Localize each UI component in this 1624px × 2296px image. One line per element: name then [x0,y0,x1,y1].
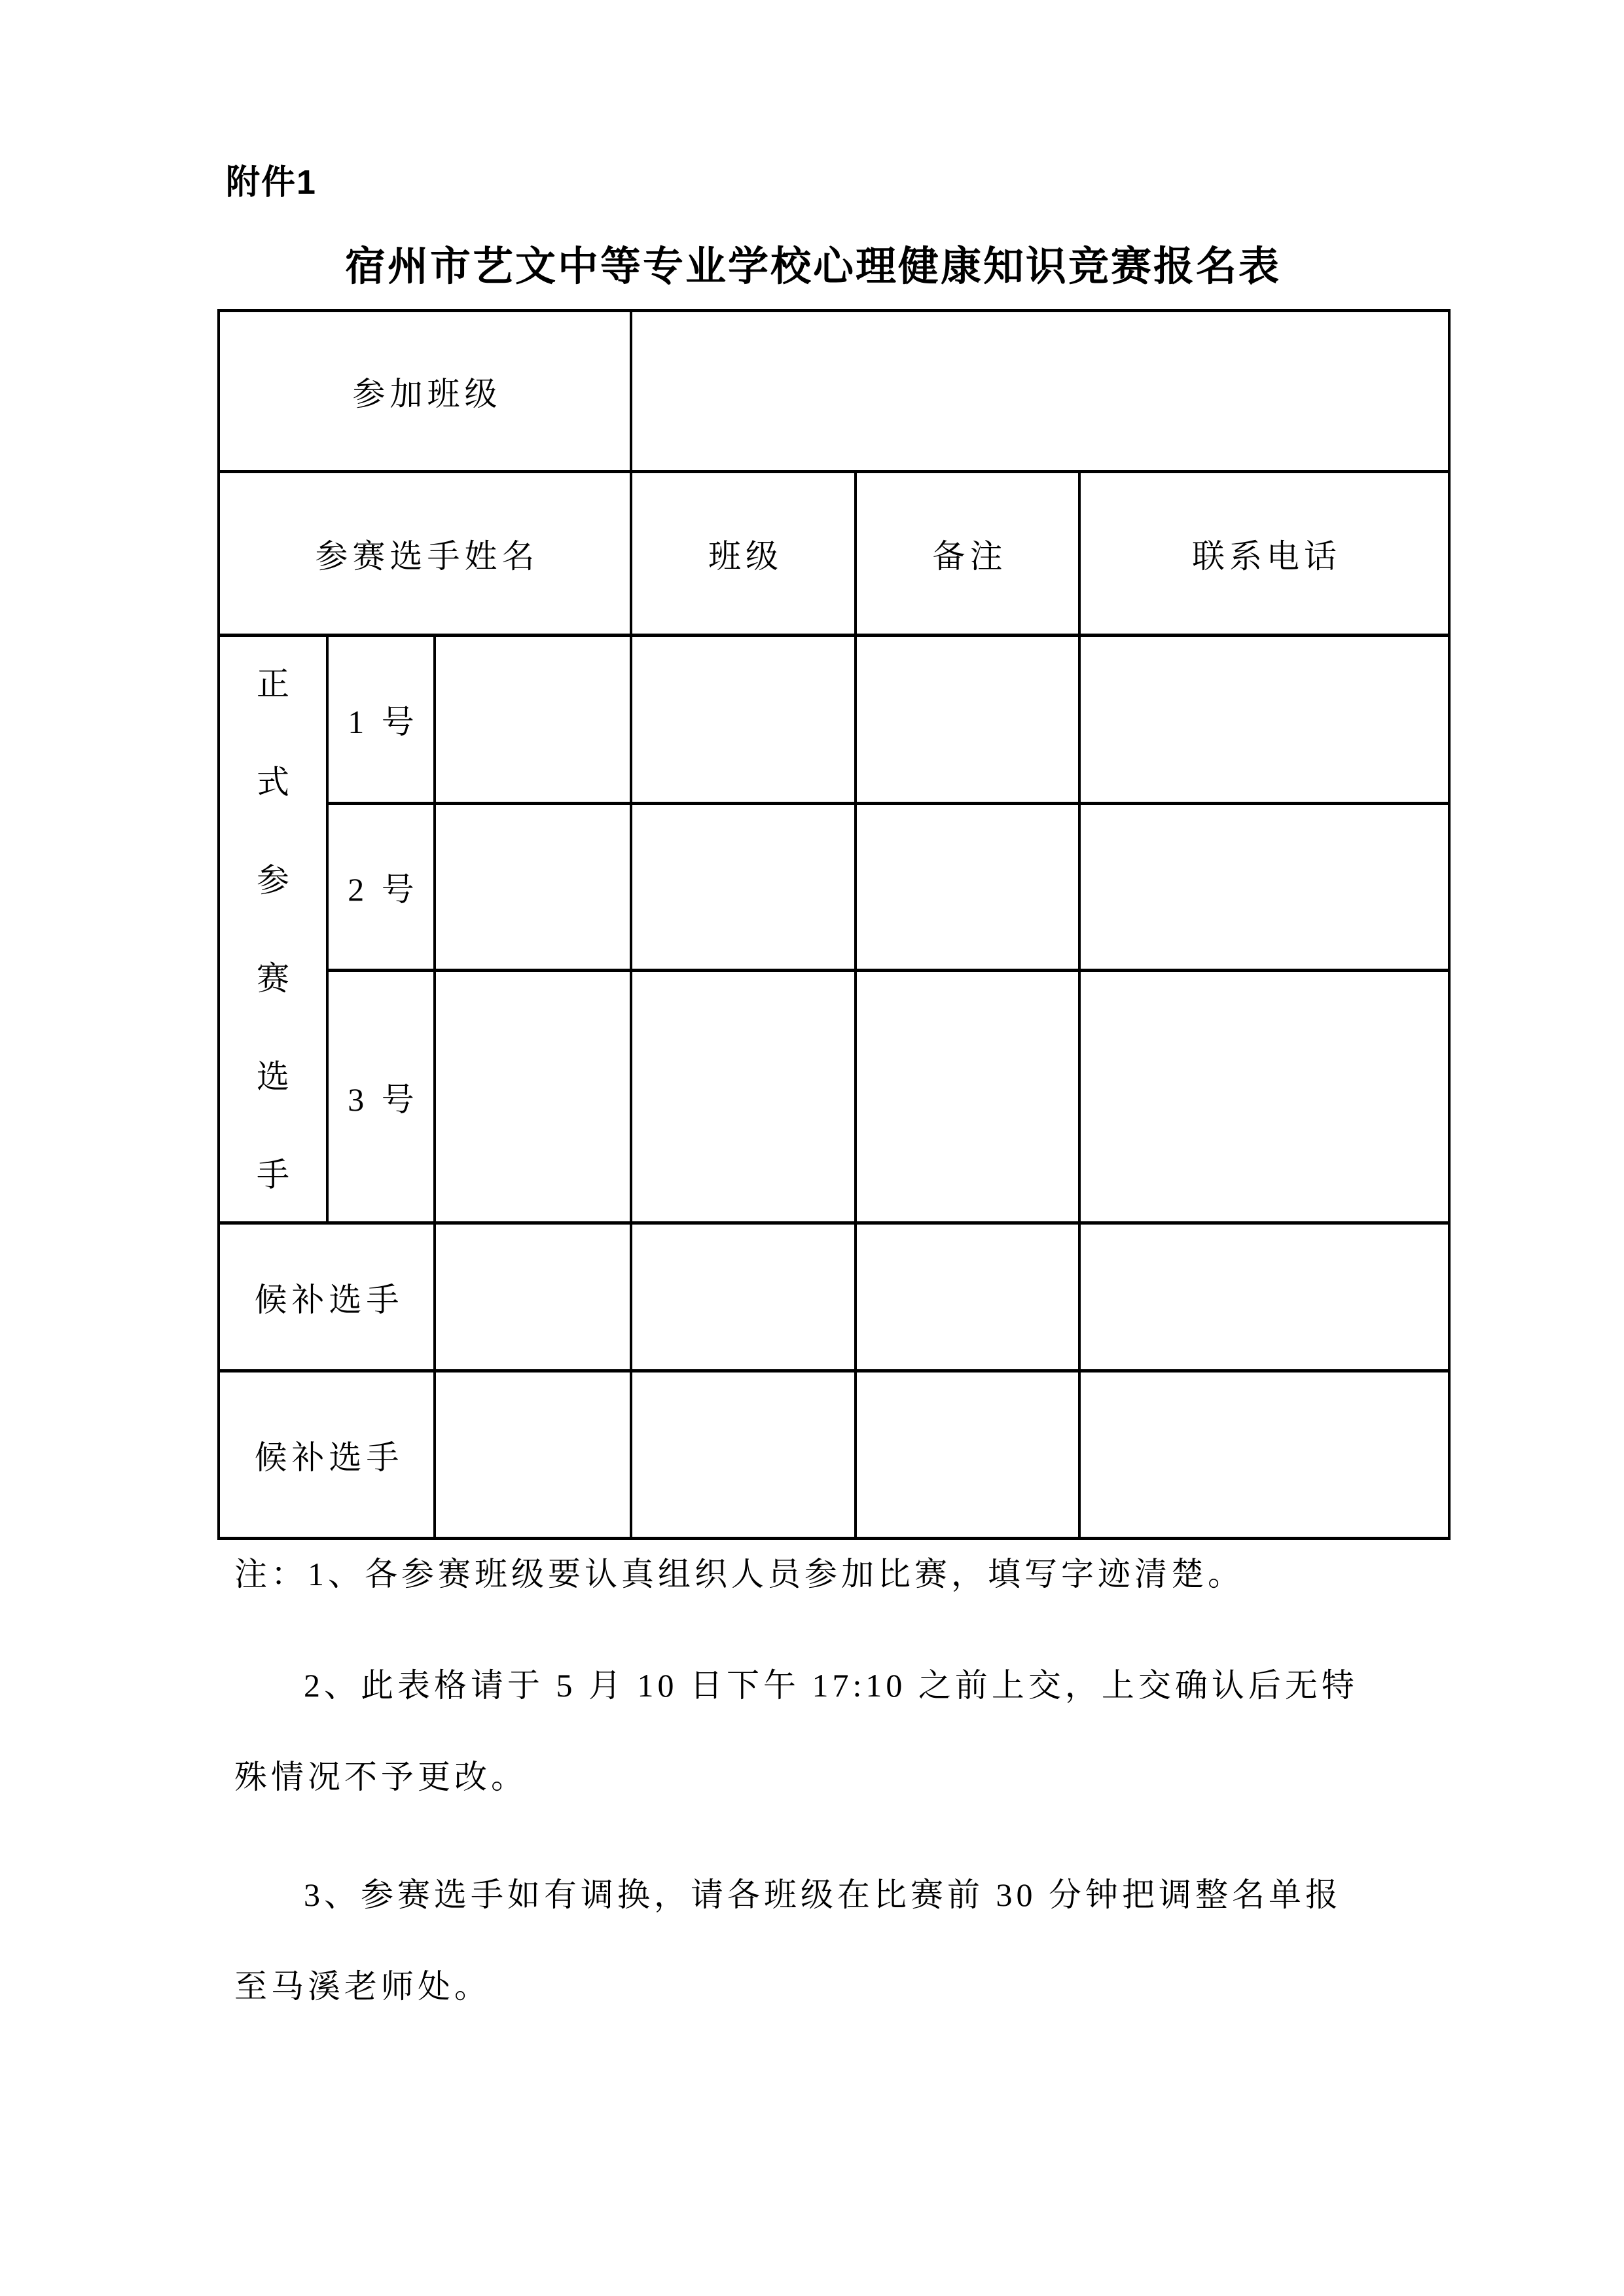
registration-table [217,309,1451,1540]
slot-1-number-label: 1 号 [327,636,435,804]
table-row-slot-2 [219,804,1449,971]
page-title: 宿州市艺文中等专业学校心理健康知识竞赛报名表 [344,245,1281,289]
slot-3-class-cell[interactable] [631,971,856,1223]
substitute-2-phone-cell[interactable] [1079,1371,1449,1539]
substitute-1-name-cell[interactable] [435,1223,631,1371]
note-line-5: 至马溪老师处。 [234,1968,491,2005]
substitute-2-class-cell[interactable] [631,1371,856,1539]
slot-2-remark-cell[interactable] [856,804,1079,971]
official-group-label [219,636,327,1223]
slot-1-name-cell[interactable] [435,636,631,804]
table-row-substitute-1 [219,1223,1449,1371]
slot-2-phone-cell[interactable] [1079,804,1449,971]
header-name-label: 参赛选手姓名 [219,472,631,636]
attachment-label: 附件1 [226,164,317,202]
slot-1-remark-cell[interactable] [856,636,1079,804]
substitute-1-remark-cell[interactable] [856,1223,1079,1371]
note-line-2: 2、此表格请于 5 月 10 日下午 17:10 之前上交，上交确认后无特 [304,1667,1358,1704]
vertical-char: 选 [257,1058,289,1095]
vertical-char: 手 [257,1156,289,1193]
header-phone-label: 联系电话 [1079,472,1449,636]
note-line-3: 殊情况不予更改。 [234,1759,528,1795]
slot-1-phone-cell[interactable] [1079,636,1449,804]
table-row-substitute-2 [219,1371,1449,1539]
slot-3-number-label: 3 号 [327,971,435,1223]
vertical-char: 正 [257,665,289,702]
slot-3-remark-cell[interactable] [856,971,1079,1223]
slot-2-name-cell[interactable] [435,804,631,971]
substitute-2-remark-cell[interactable] [856,1371,1079,1539]
class-row-label: 参加班级 [219,311,631,472]
note-line-4: 3、参赛选手如有调换，请各班级在比赛前 30 分钟把调整名单报 [304,1876,1342,1913]
header-remark-label: 备注 [856,472,1079,636]
vertical-char: 式 [257,763,289,800]
substitute-2-label: 候补选手 [219,1371,435,1539]
note-line-1: 注：1、各参赛班级要认真组织人员参加比赛，填写字迹清楚。 [234,1556,1244,1592]
table-row-class [219,311,1449,472]
vertical-char: 参 [257,861,289,899]
slot-2-number-label: 2 号 [327,804,435,971]
substitute-1-label: 候补选手 [219,1223,435,1371]
substitute-2-name-cell[interactable] [435,1371,631,1539]
substitute-1-phone-cell[interactable] [1079,1223,1449,1371]
class-row-value-cell[interactable] [631,311,1449,472]
table-row-slot-1 [219,636,1449,804]
header-class-label: 班级 [631,472,856,636]
official-group-vertical-text [220,667,326,1192]
slot-3-name-cell[interactable] [435,971,631,1223]
slot-2-class-cell[interactable] [631,804,856,971]
table-row-slot-3 [219,971,1449,1223]
slot-3-phone-cell[interactable] [1079,971,1449,1223]
vertical-char: 赛 [257,960,289,997]
substitute-1-class-cell[interactable] [631,1223,856,1371]
table-row-header [219,472,1449,636]
slot-1-class-cell[interactable] [631,636,856,804]
